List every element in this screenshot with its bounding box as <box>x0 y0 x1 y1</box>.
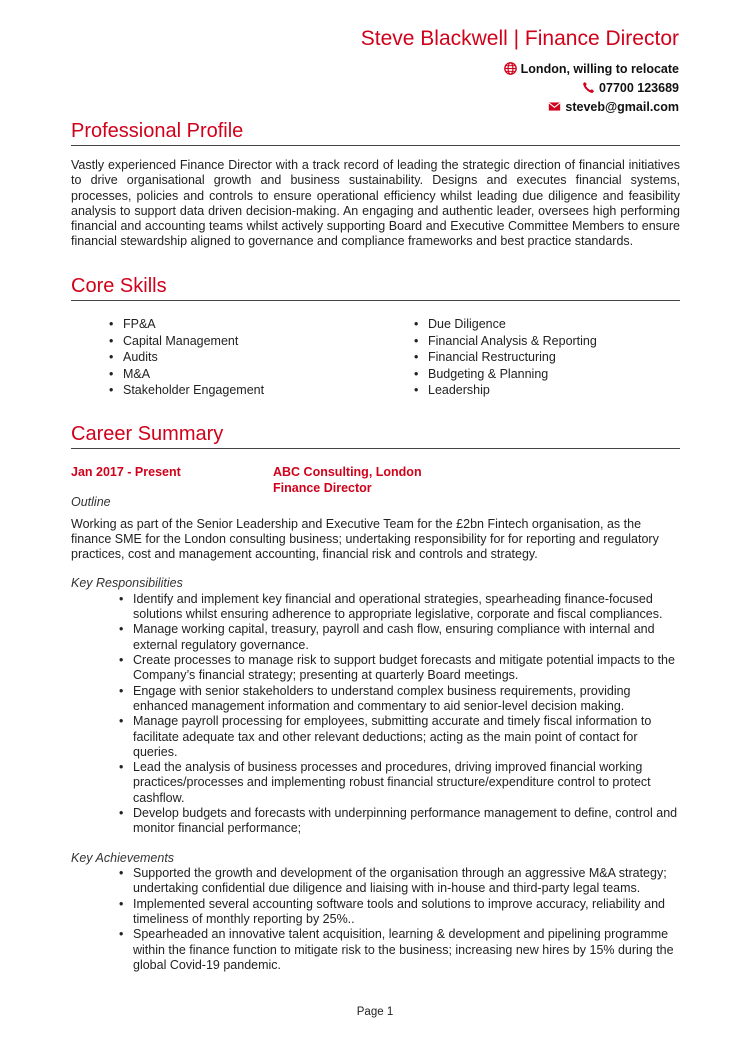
job-header <box>71 465 680 496</box>
achievements-label: Key Achievements <box>71 850 175 865</box>
career-heading: Career Summary <box>71 423 680 449</box>
skills-column-left <box>109 316 414 399</box>
skills-list <box>71 316 680 399</box>
list-item: • Create processes to manage risk to support budget forecasts and mitigate potential impacts to the Company’s financial strategy; presenting at quarterly Board meetings. <box>119 653 680 684</box>
list-item: • Manage payroll processing for employees, submitting accurate and timely fiscal information to facilitate adequate tax and other relevant deductions; acting as the main point of contact for queries. <box>119 714 680 760</box>
skill-item: • M&A <box>109 366 414 383</box>
email-text[interactable]: steveb@gmail.com <box>565 100 679 114</box>
skill-item: • Leadership <box>414 382 597 399</box>
outline-label: Outline <box>71 495 111 509</box>
phone-icon <box>582 81 595 94</box>
contact-phone <box>379 81 679 95</box>
profile-heading: Professional Profile <box>71 120 680 146</box>
list-item: • Spearheaded an innovative talent acquisition, learning & development and pipelining programme within the finance function to mitigate risk to the business; increasing new hires by 15% during the global Covid-19 pandemic. <box>119 927 680 973</box>
list-item: • Lead the analysis of business processes and procedures, driving improved financial working practices/processes and implementing robust financial structure/expenditure control to protect cashflow. <box>119 760 680 806</box>
contact-email <box>379 100 679 114</box>
list-item: • Develop budgets and forecasts with underpinning performance management to define, control and monitor financial performance; <box>119 806 680 837</box>
job-role: Finance Director <box>273 480 372 495</box>
list-item: • Supported the growth and development of the organisation through an aggressive M&A strategy; undertaking confidential due diligence and liaising with in-house and third-party legal teams. <box>119 866 680 897</box>
skills-column-right <box>414 316 597 399</box>
achievements-list <box>119 866 680 973</box>
list-item: • Engage with senior stakeholders to understand complex business requirements, providing enhanced management information and commentary to aid senior-level decision making. <box>119 684 680 715</box>
envelope-icon <box>548 100 561 113</box>
skills-section <box>71 275 680 399</box>
list-item: • Implemented several accounting software tools and solutions to improve accuracy, reliability and timeliness of monthly reporting by 25%.. <box>119 897 680 928</box>
list-item: • Identify and implement key financial and operational strategies, spearheading finance-focused solutions whilst ensuring adherence to appropriate legislative, corporate and fiscal compliances. <box>119 592 680 623</box>
outline-text: Working as part of the Senior Leadership and Executive Team for the £2bn Fintech organisation, as the finance SME for the London consulting business; undertaking responsibility for for reporting and regulatory practices, cost and management accounting, financial risk and controls and strategy. <box>71 516 659 562</box>
skill-item: • Financial Analysis & Reporting <box>414 333 597 350</box>
contact-location <box>379 62 679 76</box>
responsibilities-label: Key Responsibilities <box>71 576 183 591</box>
skills-heading: Core Skills <box>71 275 680 301</box>
job-dates: Jan 2017 - Present <box>71 465 181 479</box>
job-company-role <box>273 465 422 496</box>
name-title: Steve Blackwell | Finance Director <box>360 27 679 50</box>
skill-item: • Due Diligence <box>414 316 597 333</box>
skill-item: • Audits <box>109 349 414 366</box>
globe-icon <box>504 62 517 75</box>
location-text: London, willing to relocate <box>520 62 679 76</box>
skill-item: • Budgeting & Planning <box>414 366 597 383</box>
skill-item: • FP&A <box>109 316 414 333</box>
list-item: • Manage working capital, treasury, payroll and cash flow, ensuring compliance with internal and external regulatory governance. <box>119 622 680 653</box>
phone-text[interactable]: 07700 123689 <box>599 81 679 95</box>
profile-section <box>71 120 680 250</box>
career-section <box>71 423 680 973</box>
page-number: Page 1 <box>356 1006 394 1018</box>
profile-text: Vastly experienced Finance Director with a track record of leading the strategic direction of financial initiatives to drive organisational growth and business sustainability. Designs and executes financial systems, processes, policies and controls to ensure operational efficiency whilst leading due diligence and feasibility analysis to support data driven decision-making. An engaging and authentic leader, oversees high performing financial and accounting teams whilst actively supporting Board and Executive Committee Members to ensure financial stewardship aligned to governance and compliance frameworks and best practice standards. <box>71 158 680 249</box>
skill-item: • Financial Restructuring <box>414 349 597 366</box>
skill-item: • Capital Management <box>109 333 414 350</box>
skill-item: • Stakeholder Engagement <box>109 382 414 399</box>
job-company: ABC Consulting, London <box>273 465 422 479</box>
responsibilities-list <box>119 592 680 837</box>
